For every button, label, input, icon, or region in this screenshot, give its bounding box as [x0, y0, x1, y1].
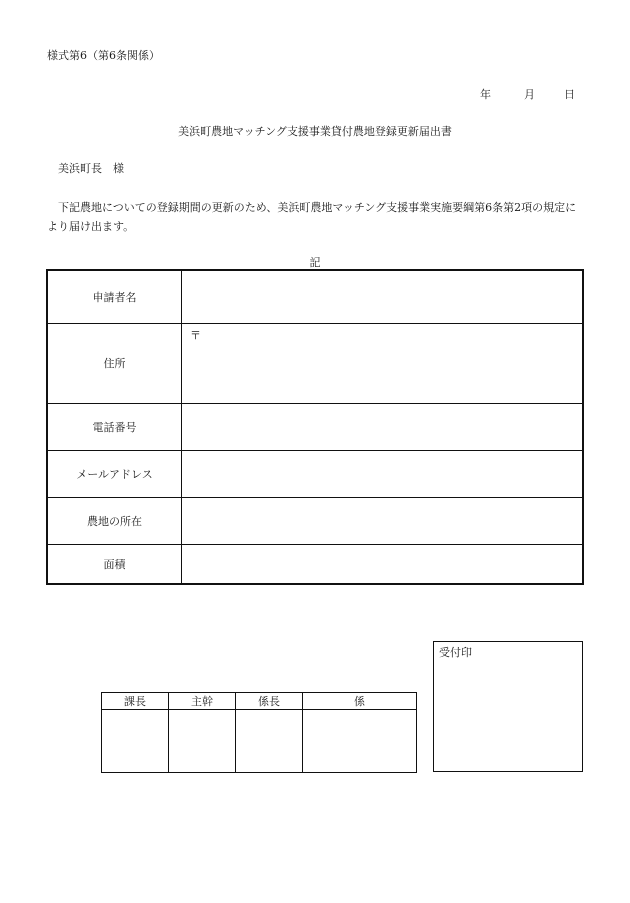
table-row: [47, 497, 583, 544]
seal-cell-staff: [303, 710, 417, 773]
date-year-label: 年: [480, 88, 491, 101]
address-label: 住所: [47, 323, 182, 403]
applicant-form-table: [46, 269, 584, 585]
seal-cell-subsection-chief: [236, 710, 303, 773]
approval-header-supervisor: 主幹: [169, 693, 236, 710]
approval-table: [101, 692, 417, 773]
approval-header-staff: 係: [303, 693, 417, 710]
address-field[interactable]: [182, 323, 584, 403]
approval-header-subsection-chief: 係長: [236, 693, 303, 710]
area-label: 面積: [47, 544, 182, 584]
addressee: 美浜町長 様: [58, 162, 124, 175]
table-row: [47, 270, 583, 323]
date-line: [480, 88, 575, 102]
reception-stamp-box: [433, 641, 583, 772]
phone-label: 電話番号: [47, 403, 182, 450]
body-text: 下記農地についての登録期間の更新のため、美浜町農地マッチング支援事業実施要綱第6条第2項の規定により届け出ます。: [47, 201, 577, 233]
date-day-label: 日: [564, 88, 575, 101]
seal-cell-supervisor: [169, 710, 236, 773]
applicant-name-field[interactable]: [182, 270, 584, 323]
approval-header-row: [102, 693, 417, 710]
table-row: [47, 403, 583, 450]
table-row: [47, 323, 583, 403]
ki-label: 記: [309, 256, 321, 269]
phone-field[interactable]: [182, 403, 584, 450]
approval-seal-row: [102, 710, 417, 773]
seal-cell-section-chief: [102, 710, 169, 773]
farmland-location-field[interactable]: [182, 497, 584, 544]
email-field[interactable]: [182, 450, 584, 497]
email-label: メールアドレス: [47, 450, 182, 497]
area-field[interactable]: [182, 544, 584, 584]
applicant-name-label: 申請者名: [47, 270, 182, 323]
farmland-location-label: 農地の所在: [47, 497, 182, 544]
postal-mark: 〒: [190, 328, 201, 342]
table-row: [47, 450, 583, 497]
table-row: [47, 544, 583, 584]
form-number: 様式第6（第6条関係）: [47, 49, 160, 62]
reception-stamp-label: 受付印: [439, 646, 472, 659]
document-title: 美浜町農地マッチング支援事業貸付農地登録更新届出書: [178, 125, 452, 138]
approval-header-section-chief: 課長: [102, 693, 169, 710]
date-month-label: 月: [524, 88, 535, 101]
